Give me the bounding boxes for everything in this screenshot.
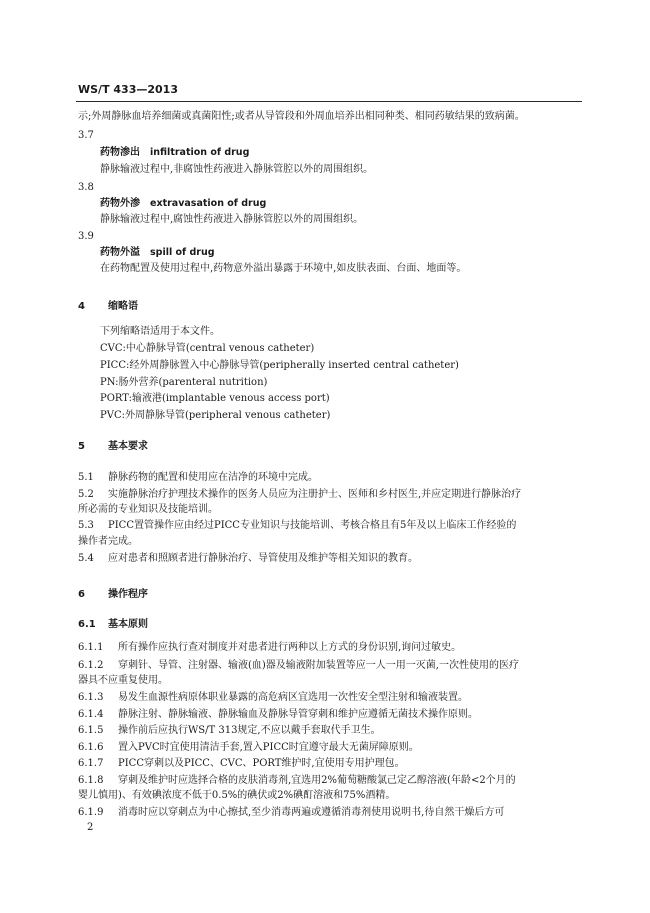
clause-number: 6.1.7 (78, 758, 104, 769)
clause-number: 6.1.5 (78, 725, 104, 736)
term-number: 3.9 (78, 231, 94, 242)
term-zh: 药物外溢 (100, 247, 140, 258)
clause-text: 操作前后应执行WS/T 313规定,不应以戴手套取代手卫生。 (118, 725, 381, 736)
abbrev-item: PORT:输液港(implantable venous access port) (100, 393, 330, 404)
section-number: 6 (78, 589, 85, 600)
clause (78, 471, 318, 484)
term-definition: 静脉输液过程中,腐蚀性药液进入静脉管腔以外的周围组织。 (100, 214, 364, 225)
clause-text: 静脉注射、静脉输液、静脉输血及静脉导管穿刺和维护应遵循无菌技术操作原则。 (118, 709, 478, 720)
abbrev-item: PVC:外周静脉导管(peripheral venous catheter) (100, 410, 331, 421)
section-number: 5 (78, 441, 85, 452)
clause-text: 易发生血源性病原体职业暴露的高危病区宜选用一次性安全型注射和输液装置。 (118, 692, 468, 703)
term-en: extravasation of drug (150, 198, 267, 209)
section-heading (78, 437, 148, 452)
clause (78, 757, 405, 770)
clause (78, 641, 461, 654)
clause-number: 6.1.1 (78, 642, 104, 653)
clause-text: 穿刺及维护时应选择合格的皮肤消毒剂,宜选用2%葡萄糖酸氯己定乙醇溶液(年龄<2个月的 (118, 775, 516, 786)
intro-line: 示;外周静脉血培养细菌或真菌阳性;或者从导管段和外周血培养出相同种类、相同药敏结果的致病菌。 (78, 111, 525, 122)
term-number: 3.8 (78, 182, 94, 193)
subsection-number: 6.1 (78, 619, 96, 630)
clause (78, 708, 478, 721)
clause-continuation: 婴儿慎用)、有效碘浓度不低于0.5%的碘伏或2%碘酊溶液和75%酒精。 (78, 790, 396, 801)
clause-continuation: 操作者完成。 (78, 536, 138, 547)
section-number: 4 (78, 301, 85, 312)
clause-text: 应对患者和照顾者进行静脉治疗、导管使用及维护等相关知识的教育。 (108, 553, 418, 564)
clause (78, 691, 468, 704)
subsection-title: 基本原则 (108, 619, 148, 630)
clause (78, 519, 516, 532)
clause-continuation: 所必需的专业知识及技能培训。 (78, 504, 218, 515)
clause-text: PICC穿刺以及PICC、CVC、PORT维护时,宜使用专用护理包。 (118, 758, 405, 769)
section-title: 缩略语 (108, 301, 138, 312)
clause (78, 806, 504, 819)
clause-number: 6.1.3 (78, 692, 104, 703)
clause-number: 5.4 (78, 553, 94, 564)
term-definition: 在药物配置及使用过程中,药物意外溢出暴露于环境中,如皮肤表面、台面、地面等。 (100, 263, 467, 274)
section-heading (78, 585, 148, 600)
term-zh: 药物外渗 (100, 198, 140, 209)
clause-text: 穿刺针、导管、注射器、输液(血)器及输液附加装置等应一人一用一灭菌,一次性使用的医疗 (118, 660, 519, 671)
term-title (100, 197, 266, 210)
clause (78, 741, 419, 754)
clause-number: 6.1.9 (78, 807, 104, 818)
term-zh: 药物渗出 (100, 147, 140, 158)
clause (78, 552, 418, 565)
section-title: 基本要求 (108, 441, 148, 452)
clause-number: 5.3 (78, 520, 94, 531)
section-title: 操作程序 (108, 589, 148, 600)
abbrev-item: PICC:经外周静脉置入中心静脉导管(peripherally inserted central catheter) (100, 360, 459, 371)
clause-text: 置入PVC时宜使用清洁手套,置入PICC时宜遵守最大无菌屏障原则。 (118, 742, 419, 753)
clause-number: 6.1.6 (78, 742, 104, 753)
term-title (100, 146, 249, 159)
term-number: 3.7 (78, 130, 94, 141)
clause-number: 5.2 (78, 489, 94, 500)
clause-text: 静脉药物的配置和使用应在洁净的环境中完成。 (108, 472, 318, 483)
abbrev-intro: 下列缩略语适用于本文件。 (100, 326, 220, 337)
term-title (100, 246, 215, 259)
header-rule (76, 101, 582, 102)
clause (78, 659, 519, 672)
clause-number: 6.1.2 (78, 660, 104, 671)
abbrev-item: PN:肠外营养(parenteral nutrition) (100, 377, 268, 388)
clause-number: 6.1.4 (78, 709, 104, 720)
clause-text: 实施静脉治疗护理技术操作的医务人员应为注册护士、医师和乡村医生,并应定期进行静脉治疗 (108, 489, 522, 500)
abbrev-item: CVC:中心静脉导管(central venous catheter) (100, 343, 315, 354)
term-definition: 静脉输液过程中,非腐蚀性药液进入静脉管腔以外的周围组织。 (100, 164, 374, 175)
clause-number: 5.1 (78, 472, 94, 483)
clause (78, 774, 516, 787)
clause-number: 6.1.8 (78, 775, 104, 786)
standard-code: WS/T 433—2013 (78, 83, 178, 96)
section-heading (78, 297, 138, 312)
clause-text: PICC置管操作应由经过PICC专业知识与技能培训、考核合格且有5年及以上临床工作经验的 (108, 520, 517, 531)
term-en: spill of drug (150, 247, 215, 258)
page-number: 2 (87, 822, 94, 833)
clause-text: 所有操作应执行查对制度并对患者进行两种以上方式的身份识别,询问过敏史。 (118, 642, 462, 653)
clause (78, 488, 521, 501)
clause-text: 消毒时应以穿刺点为中心擦拭,至少消毒两遍或遵循消毒剂使用说明书,待自然干燥后方可 (118, 807, 505, 818)
clause (78, 724, 381, 737)
clause-continuation: 器具不应重复使用。 (78, 675, 168, 686)
subsection-heading (78, 615, 148, 630)
term-en: infiltration of drug (150, 147, 250, 158)
